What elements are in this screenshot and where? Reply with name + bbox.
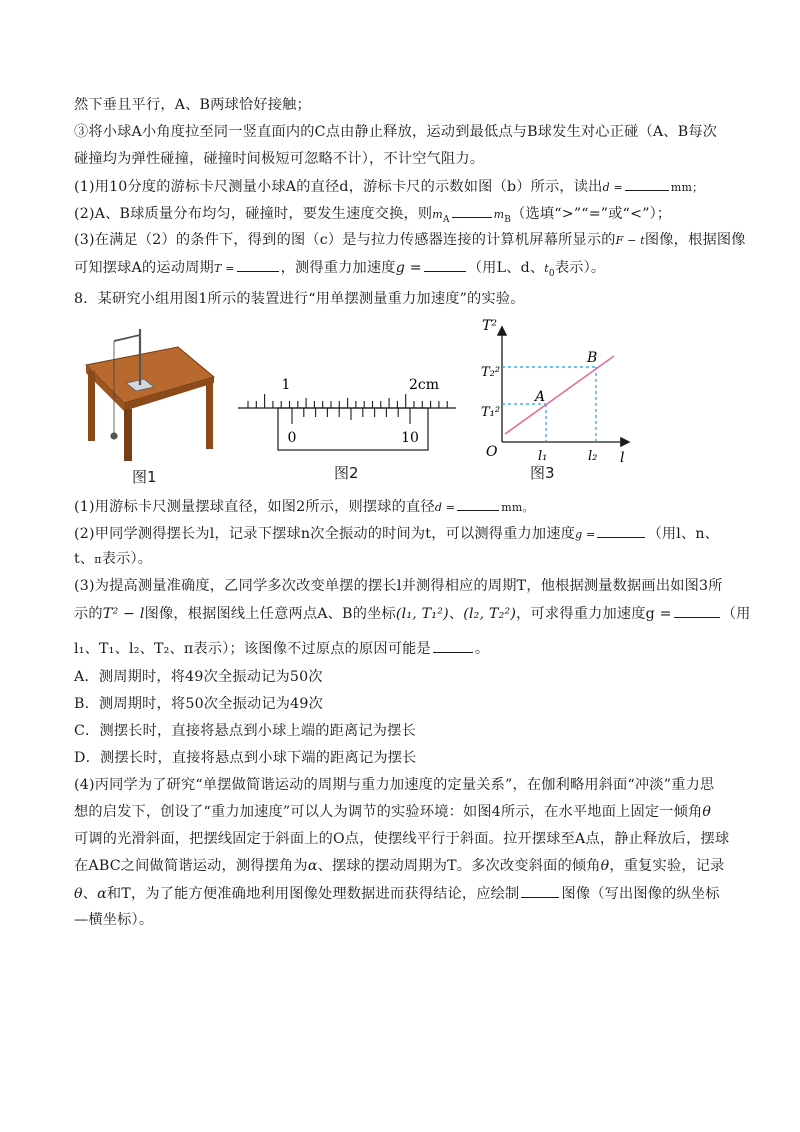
x-axis-label: l [620,450,625,466]
point-a-label: A [535,389,546,405]
option-c[interactable]: C．测摆长时，直接将悬点到小球上端的距离记为摆长 [74,723,416,739]
q7-part1: (1)用10分度的游标卡尺测量小球A的直径d，游标卡尺的示数如图（b）所示，读出d = mm； [74,176,730,198]
q7-part2: (2)A、B球质量分布均匀，碰撞时，要发生速度交换，则$m_A$ $m_B$（选填“>”“=”或“<”）； [74,203,730,230]
t1-squared-label: T₁² [481,405,501,420]
q8-title: 8．某研究小组用图1所示的装置进行“用单摆测量重力加速度”的实验。 [74,291,525,307]
l1-label: l₁ [538,449,548,464]
q8-part4-l3: 可调的光滑斜面，把摆线固定于斜面上的O点，使摆线平行于斜面。拉开摆球至A点，静止释放后，摆球 [74,831,730,847]
q8-part3-end: l₁、T₁、l₂、T₂、π表示）；该图像不过原点的原因可能是 。 [74,638,730,659]
figure-2-caption: 图2 [334,464,359,482]
q8-part4-l5: θ、α和T，为了能方便准确地利用图像处理数据进而获得结论，应绘制 图像（写出图像的纵坐标 [74,883,730,904]
main-scale-label-2cm: 2cm [408,377,440,393]
answer-blank[interactable] [597,523,645,538]
q8-part4-l6: —横坐标）。 [74,912,154,928]
answer-blank[interactable] [625,176,669,191]
answer-blank[interactable] [424,257,466,272]
figure-1-caption: 图1 [132,468,157,486]
text-line-1: 然下垂且平行，A、B两球恰好接触； [74,97,311,113]
origin-label: O [486,444,498,460]
text-line-3: 碰撞均为弹性碰撞，碰撞时间极短可忽略不计），不计空气阻力。 [74,151,485,167]
figure-3-caption: 图3 [530,464,555,482]
q8-part4-l4: 在ABC之间做简谐运动，测得摆角为α、摆球的摆动周期为T。多次改变斜面的倾角θ，重复实验，记录 [74,858,725,874]
q7-part3: (3)在满足（2）的条件下，得到的图（c）是与拉力传感器连接的计算机屏幕所显示的F − t图像，根据图像 [74,232,746,248]
y-axis-label: T² [482,318,497,334]
option-d[interactable]: D．测摆长时，直接将悬点到小球下端的距离记为摆长 [74,750,417,766]
answer-blank[interactable] [433,638,473,653]
q8-part3: (3)为提高测量准确度，乙同学多次改变单摆的摆长l并测得相应的周期T，他根据测量数据画出如图3所 [74,578,723,594]
answer-blank[interactable] [674,603,720,618]
option-b[interactable]: B．测周期时，将50次全振动记为49次 [74,696,323,712]
text-line-2: ③将小球A小角度拉至同一竖直面内的C点由静止释放，运动到最低点与B球发生对心正碰（A、B每次 [74,124,718,140]
q8-part4-l2: 想的启发下，创设了“重力加速度”可以人为调节的实验环境：如图4所示，在水平地面上固定一倾角θ [74,804,712,820]
vernier-label-0: 0 [287,430,297,446]
vernier-label-10: 10 [401,430,419,446]
q8-part2: (2)甲同学测得摆长为l，记录下摆球n次全振动的时间为t，可以测得重力加速度g = （用l、n、 [74,523,730,545]
figure-3-t2-l-graph [478,318,638,478]
answer-blank[interactable] [457,496,499,511]
q7-part3-cont: 可知摆球A的运动周期T = ，测得重力加速度g = （用L、d、$t_0$表示）。 [74,257,730,284]
q8-part1: (1)用游标卡尺测量摆球直径，如图2所示，则摆球的直径d = mm。 [74,496,730,518]
answer-blank[interactable] [521,883,559,898]
point-b-label: B [587,350,598,366]
option-a[interactable]: A．测周期时，将49次全振动记为50次 [74,669,323,685]
q8-part3-cont: 示的T² − l图像，根据图线上任意两点A、B的坐标(l₁, T₁²)、(l₂, T₂²)，可求得重力加速度g = （用 [74,603,730,624]
l2-label: l₂ [588,449,598,464]
answer-blank[interactable] [237,257,279,272]
q8-part4-l1: (4)丙同学为了研究“单摆做简谐运动的周期与重力加速度的定量关系”，在伽利略用斜面“冲淡”重力思 [74,777,715,793]
q8-part2-cont: t、π表示）。 [74,551,153,567]
figure-1-pendulum-apparatus [78,325,218,465]
t2-squared-label: T₂² [481,365,501,380]
answer-blank[interactable] [452,203,492,218]
figure-2-vernier-scale [234,372,460,454]
main-scale-label-1: 1 [281,377,291,393]
